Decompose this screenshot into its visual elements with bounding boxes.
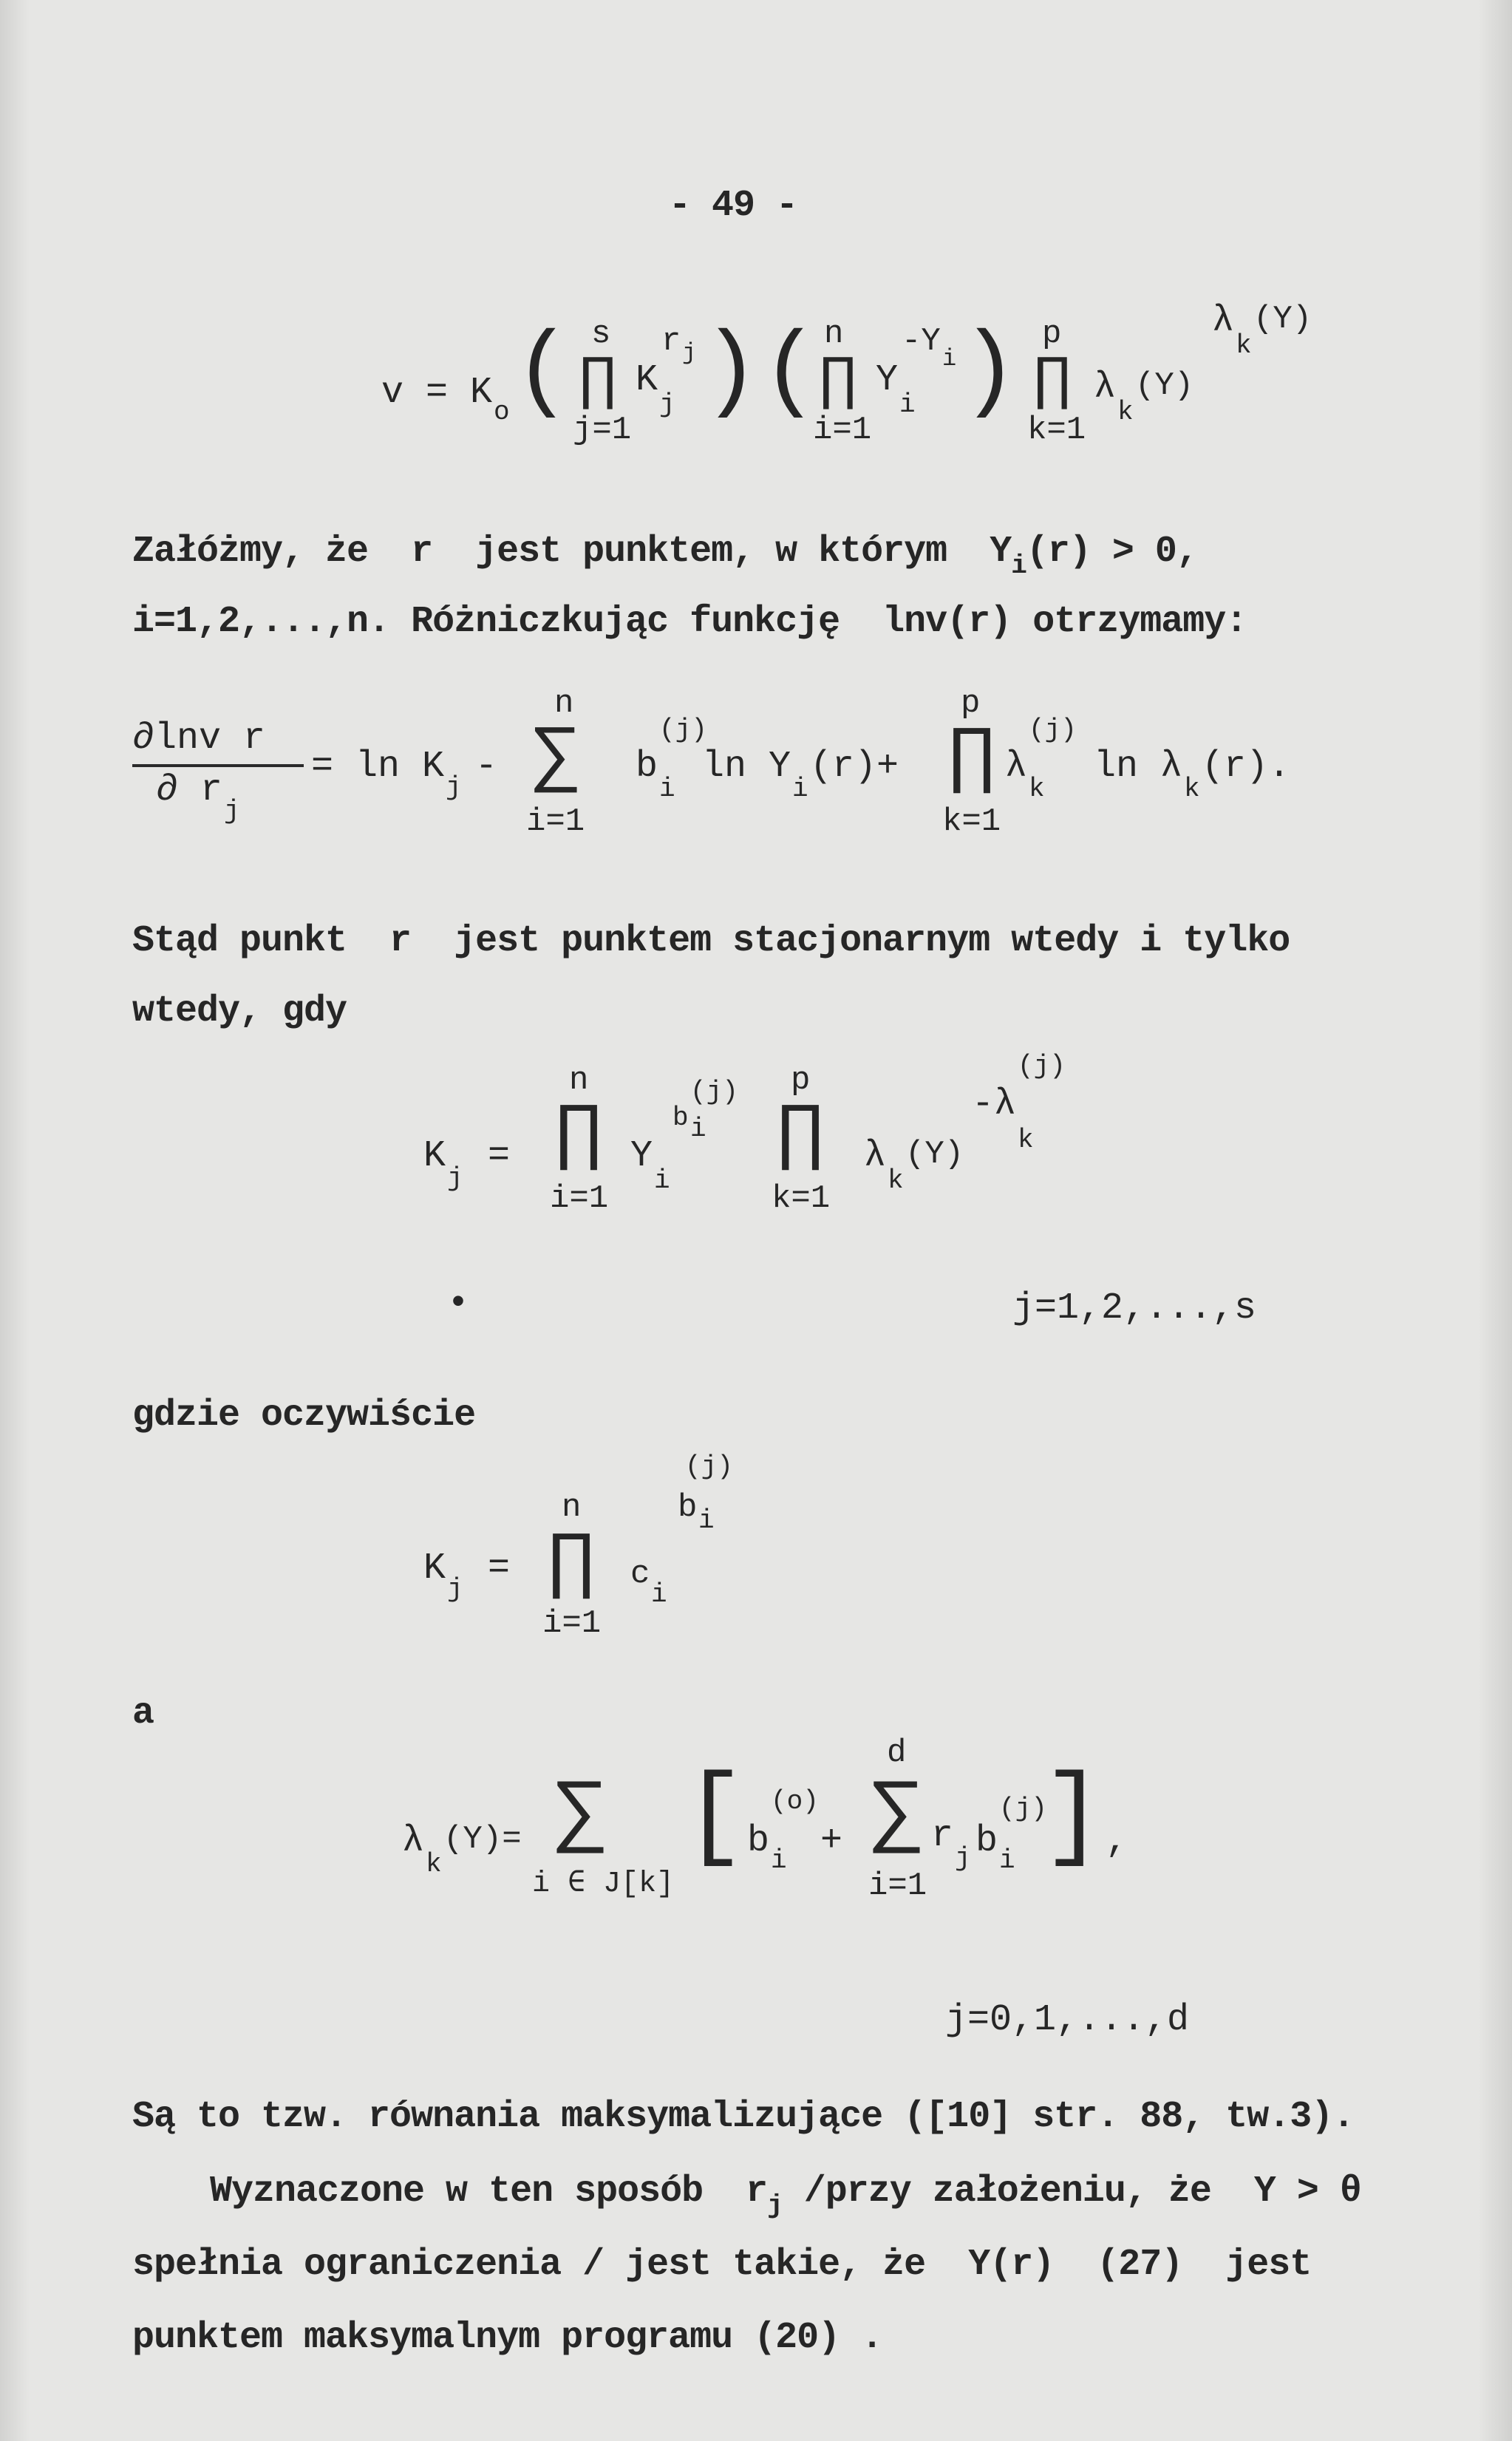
eq1-symbol: i	[942, 345, 957, 372]
eq1-symbol: n	[824, 316, 844, 353]
eq3-symbol: (j)	[1018, 1051, 1066, 1081]
text: Wyznaczone w ten sposób r	[210, 2171, 768, 2213]
eq2-symbol: k	[1184, 774, 1200, 804]
eq2-symbol: ln λ	[1094, 746, 1183, 788]
eq1-symbol: K	[636, 359, 658, 401]
eq2-symbol: ∂lnv r	[132, 718, 266, 760]
eq2-symbol: i	[792, 774, 808, 804]
eq4-symbol: n	[562, 1489, 582, 1526]
eq5-symbol: b	[747, 1820, 770, 1862]
paragraph-line: spełnia ograniczenia / jest takie, że Y(r) (27) jest	[132, 2244, 1312, 2286]
eq3-symbol: =	[488, 1135, 511, 1177]
eq1-symbol: (Y)	[1253, 301, 1312, 338]
eq5-symbol: j	[955, 1843, 971, 1873]
eq3-symbol: k	[888, 1165, 904, 1196]
eq2-symbol: ln Y	[702, 746, 791, 788]
eq3-symbol: (j)	[690, 1077, 738, 1107]
eq3-symbol: i=1	[550, 1180, 609, 1217]
eq2-symbol: j	[446, 772, 462, 803]
paragraph-line: Są to tzw. równania maksymalizujące ([10] str. 88, tw.3).	[132, 2096, 1355, 2138]
eq5-symbol: (o)	[771, 1786, 819, 1817]
eq4-symbol: j	[447, 1574, 463, 1604]
eq1-symbol: ∏	[820, 347, 857, 415]
eq1-symbol: -Y	[902, 323, 941, 360]
text: (r) > 0,	[1026, 531, 1198, 573]
paragraph-line: wtedy, gdy	[132, 990, 347, 1032]
eq1-symbol: λ	[1094, 367, 1117, 409]
eq3-symbol: j=1,2,...,s	[1012, 1287, 1257, 1330]
eq1-symbol: (	[514, 319, 572, 427]
eq1-symbol: j	[659, 389, 675, 420]
eq5-symbol: [	[684, 1759, 746, 1876]
eq3-symbol: k=1	[772, 1180, 831, 1217]
eq3-symbol: j	[447, 1163, 463, 1194]
eq5-symbol: b	[975, 1820, 998, 1862]
eq5-symbol: (Y)=	[443, 1821, 522, 1858]
eq5-symbol: k	[426, 1849, 442, 1879]
eq2-symbol: = ln K	[311, 746, 445, 788]
eq5-symbol: r	[931, 1815, 954, 1857]
eq3-symbol: k	[1018, 1125, 1034, 1155]
eq1-symbol: (Y)	[1135, 367, 1194, 404]
eq1-symbol: j	[682, 339, 697, 367]
eq5-symbol: i ∈ J[k]	[532, 1868, 675, 1901]
eq1-symbol: )	[961, 319, 1019, 427]
eq2-symbol: k=1	[942, 803, 1001, 840]
paragraph-line: a	[132, 1692, 154, 1734]
eq2-symbol: k	[1029, 774, 1045, 804]
eq3-symbol: i	[690, 1114, 706, 1144]
eq4-symbol: ∏	[549, 1522, 594, 1605]
eq5-symbol: i	[771, 1845, 787, 1876]
eq4-symbol: i	[651, 1579, 667, 1610]
eq1-symbol: j=1	[573, 412, 632, 449]
eq3-symbol: n	[569, 1062, 589, 1099]
paragraph-line	[210, 2171, 1361, 2221]
eq2-symbol: ∂ r	[156, 769, 223, 811]
eq2-symbol: p	[961, 685, 981, 722]
subscript: i	[1011, 551, 1026, 581]
eq2-symbol: (j)	[1029, 715, 1077, 745]
eq5-symbol: ,	[1106, 1820, 1128, 1862]
eq2-symbol: n	[554, 685, 574, 722]
eq5-symbol: d	[887, 1734, 907, 1771]
eq3-symbol: ∏	[778, 1093, 823, 1177]
eq4-symbol: b	[678, 1489, 698, 1526]
eq2-symbol: j	[224, 796, 240, 826]
eq3-symbol: b	[672, 1103, 689, 1133]
eq1-symbol: )	[702, 319, 760, 427]
paragraph-line: punktem maksymalnym programu (20) .	[132, 2317, 883, 2359]
text: /przy założeniu, że Y > θ	[782, 2171, 1361, 2213]
eq2-symbol: b	[636, 746, 658, 788]
eq1-symbol: v = K	[381, 372, 493, 414]
paragraph-line	[132, 531, 1198, 581]
eq5-symbol: j=0,1,...,d	[945, 1999, 1190, 2041]
eq5-symbol: ]	[1042, 1759, 1105, 1876]
paragraph-line: gdzie oczywiście	[132, 1395, 476, 1437]
eq2-symbol: λ	[1005, 746, 1028, 788]
paragraph-line: Stąd punkt r jest punktem stacjonarnym wtedy i tylko	[132, 920, 1290, 962]
eq1-symbol: k=1	[1027, 412, 1086, 449]
page-number: - 49 -	[669, 185, 798, 227]
eq1-symbol: λ	[1212, 300, 1235, 342]
eq1-symbol: k	[1236, 330, 1252, 361]
eq1-symbol: i=1	[813, 412, 872, 449]
eq3-symbol: λ	[864, 1135, 887, 1177]
eq5-symbol: (j)	[999, 1794, 1047, 1824]
eq3-symbol: •	[447, 1283, 470, 1325]
subscript: j	[767, 2190, 783, 2221]
eq1-symbol: Y	[876, 359, 899, 401]
eq3-symbol: p	[791, 1062, 811, 1099]
eq3-symbol: -λ	[972, 1083, 1017, 1126]
eq1-symbol: (	[761, 319, 820, 427]
eq2-symbol: ∏	[950, 716, 995, 800]
eq1-symbol: i	[899, 389, 916, 420]
eq5-symbol: λ	[402, 1820, 425, 1862]
eq2-symbol: (r)+	[810, 746, 899, 788]
eq4-symbol: =	[488, 1548, 511, 1590]
eq3-symbol: Y	[630, 1135, 653, 1177]
eq1-symbol: o	[494, 397, 510, 427]
eq3-symbol: ∏	[556, 1093, 602, 1177]
eq5-symbol: i	[999, 1845, 1015, 1876]
eq3-symbol: K	[423, 1135, 446, 1177]
eq4-symbol: c	[630, 1556, 650, 1593]
eq2-symbol: (r).	[1202, 746, 1291, 788]
eq4-symbol: (j)	[685, 1451, 733, 1482]
eq4-symbol: i	[698, 1505, 715, 1536]
text: Załóżmy, że r jest punktem, w którym Y	[132, 531, 1012, 573]
eq1-symbol: k	[1117, 397, 1134, 427]
eq2-symbol: i	[659, 774, 675, 804]
eq5-symbol: +	[820, 1820, 843, 1862]
fraction-bar	[132, 764, 304, 767]
eq1-symbol: r	[661, 323, 681, 360]
paragraph-line: i=1,2,...,n. Różniczkując funkcję lnv(r) otrzymamy:	[132, 601, 1247, 643]
eq5-symbol: ∑	[872, 1768, 922, 1860]
eq3-symbol: i	[654, 1165, 670, 1196]
eq2-symbol: i=1	[526, 803, 585, 840]
eq1-symbol: ∏	[1035, 347, 1071, 415]
eq2-symbol: -	[475, 746, 498, 788]
eq1-symbol: p	[1042, 316, 1062, 353]
eq1-symbol: s	[591, 316, 611, 353]
eq2-symbol: ∑	[534, 715, 579, 799]
eq4-symbol: i=1	[542, 1605, 602, 1642]
eq3-symbol: (Y)	[905, 1136, 964, 1173]
eq2-symbol: (j)	[659, 715, 707, 745]
eq4-symbol: K	[423, 1548, 446, 1590]
eq5-symbol: i=1	[868, 1868, 927, 1904]
eq5-symbol: ∑	[556, 1768, 605, 1860]
eq1-symbol: ∏	[580, 347, 616, 415]
